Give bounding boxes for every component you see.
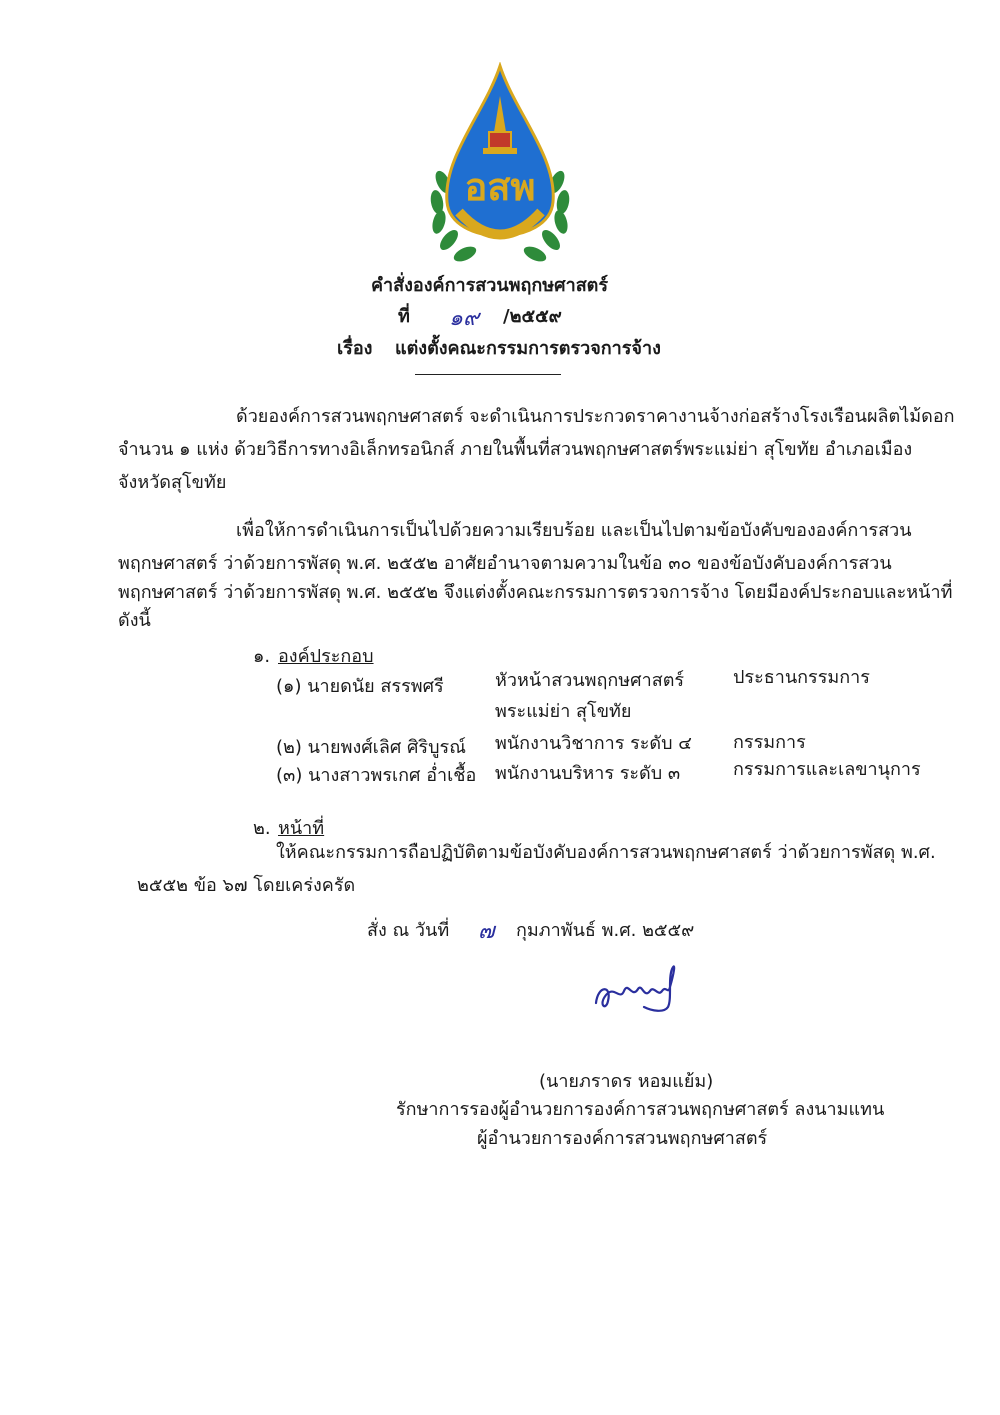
para2-line2: พฤกษศาสตร์ ว่าด้วยการพัสดุ พ.ศ. ๒๕๕๒ อาศัยอำนาจตามความในข้อ ๓๐ ของข้อบังคับองค์การสวน bbox=[118, 553, 892, 574]
composition-number: ๑. bbox=[253, 646, 271, 667]
member-1-role: ประธานกรรมการ bbox=[733, 667, 870, 688]
para2-line3: พฤกษศาสตร์ ว่าด้วยการพัสดุ พ.ศ. ๒๕๕๒ จึงแต่งตั้งคณะกรรมการตรวจการจ้าง โดยมีองค์ประกอบและหน้าที่ bbox=[118, 582, 953, 603]
member-1-position-line1: หัวหน้าสวนพฤกษศาสตร์ bbox=[495, 670, 685, 691]
para1-line2: จำนวน ๑ แห่ง ด้วยวิธีการทางอิเล็กทรอนิกส์ ภายในพื้นที่สวนพฤกษศาสตร์พระแม่ย่า สุโขทัย อำเภอเมือง bbox=[118, 439, 913, 460]
order-date-suffix: กุมภาพันธ์ พ.ศ. ๒๕๕๙ bbox=[516, 920, 695, 941]
svg-text:อสพ: อสพ bbox=[464, 164, 536, 209]
member-3-name: (๓) นางสาวพรเกศ อ่ำเชื้อ bbox=[276, 765, 477, 786]
organization-seal-icon bbox=[425, 62, 575, 272]
order-date-prefix: สั่ง ณ วันที่ bbox=[367, 920, 450, 941]
para2-line1: เพื่อให้การดำเนินการเป็นไปด้วยความเรียบร้อย และเป็นไปตามข้อบังคับขององค์การสวน bbox=[236, 520, 912, 541]
duties-heading: หน้าที่ bbox=[278, 818, 325, 839]
duties-line1: ให้คณะกรรมการถือปฏิบัติตามข้อบังคับองค์การสวนพฤกษศาสตร์ ว่าด้วยการพัสดุ พ.ศ. bbox=[276, 842, 936, 863]
member-2-role: กรรมการ bbox=[733, 732, 806, 753]
order-date-day-handwritten: ๗ bbox=[478, 919, 495, 944]
member-1-position-line2: พระแม่ย่า สุโขทัย bbox=[495, 701, 632, 722]
signatory-title-line1: รักษาการรองผู้อำนวยการองค์การสวนพฤกษศาสตร์ ลงนามแทน bbox=[396, 1099, 885, 1120]
handwritten-signature-icon bbox=[588, 955, 698, 1030]
order-number-prefix: ที่ bbox=[398, 306, 410, 327]
organization-logo bbox=[425, 62, 575, 272]
header-divider bbox=[415, 374, 561, 375]
signatory-name: (นายภราดร หอมแย้ม) bbox=[539, 1071, 714, 1092]
para1-line1: ด้วยองค์การสวนพฤกษศาสตร์ จะดำเนินการประกวดราคางานจ้างก่อสร้างโรงเรือนผลิตไม้ดอก bbox=[236, 406, 955, 427]
duties-line2: ๒๕๕๒ ข้อ ๖๗ โดยเคร่งครัด bbox=[137, 875, 356, 896]
signatory-title-line2: ผู้อำนวยการองค์การสวนพฤกษศาสตร์ bbox=[477, 1128, 768, 1149]
member-1-name: (๑) นายดนัย สรรพศรี bbox=[276, 676, 444, 697]
para1-line3: จังหวัดสุโขทัย bbox=[118, 472, 227, 493]
subject-label: เรื่อง bbox=[337, 338, 373, 359]
duties-number: ๒. bbox=[253, 818, 271, 839]
member-2-name: (๒) นายพงศ์เลิศ ศิริบูรณ์ bbox=[276, 737, 466, 758]
member-3-position: พนักงานบริหาร ระดับ ๓ bbox=[495, 763, 681, 784]
order-number-handwritten: ๑๙ bbox=[449, 306, 480, 331]
document-title: คำสั่งองค์การสวนพฤกษศาสตร์ bbox=[371, 275, 609, 296]
subject-text: แต่งตั้งคณะกรรมการตรวจการจ้าง bbox=[395, 338, 661, 359]
member-3-role: กรรมการและเลขานุการ bbox=[733, 759, 921, 780]
signature bbox=[588, 955, 698, 1030]
order-number-suffix: /๒๕๕๙ bbox=[503, 306, 562, 327]
composition-heading: องค์ประกอบ bbox=[278, 646, 374, 667]
member-2-position: พนักงานวิชาการ ระดับ ๔ bbox=[495, 733, 692, 754]
para2-line4: ดังนี้ bbox=[118, 610, 151, 631]
